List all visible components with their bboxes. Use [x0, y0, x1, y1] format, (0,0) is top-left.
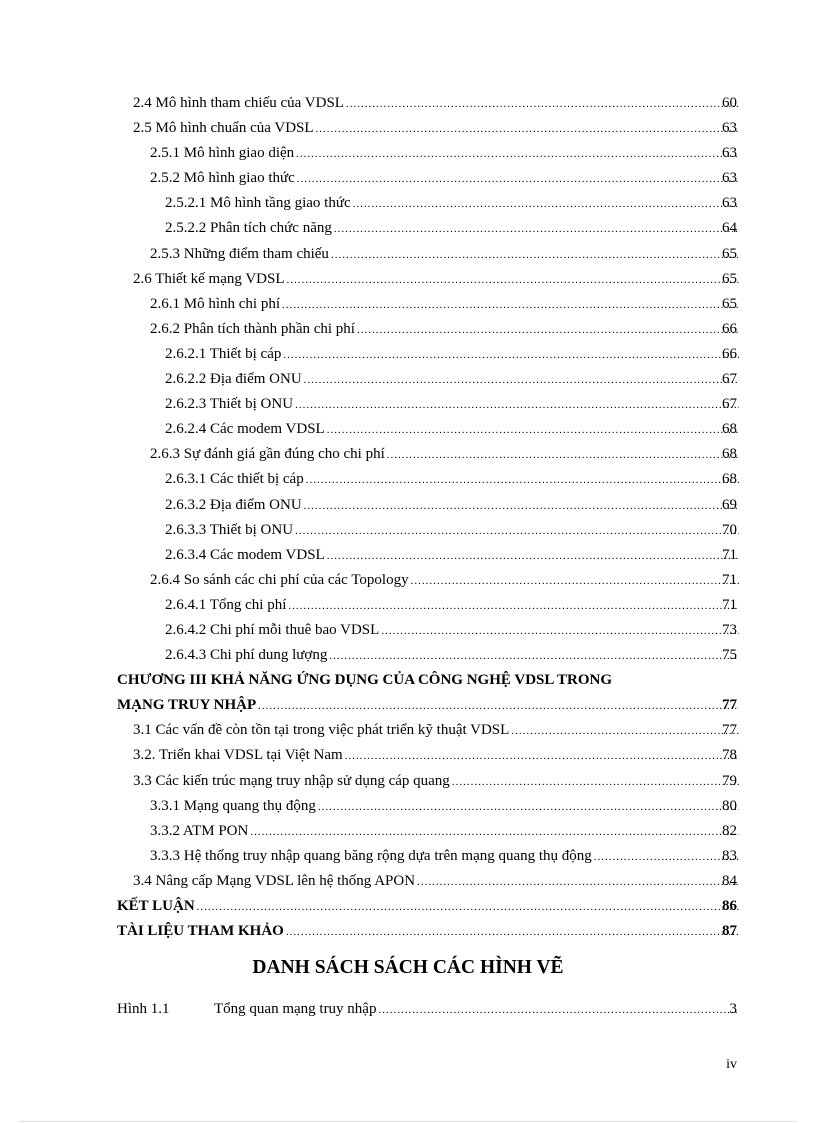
- toc-entry[interactable]: [0, 91, 816, 116]
- toc-entry[interactable]: [0, 242, 816, 267]
- toc-entry-text: 2.4 Mô hình tham chiếu của VDSL: [133, 95, 344, 111]
- toc-entry[interactable]: [0, 869, 816, 894]
- page-bottom-divider: [20, 1121, 796, 1122]
- toc-page-number: 65: [722, 270, 737, 287]
- dot-leader: [283, 343, 739, 368]
- toc-entry[interactable]: [0, 819, 816, 844]
- toc-entry[interactable]: [0, 392, 816, 417]
- dot-leader: [287, 268, 739, 293]
- dot-leader: [282, 293, 739, 318]
- dot-leader: [327, 544, 739, 569]
- toc-page-number: 65: [722, 295, 737, 312]
- toc-entry-text: 2.6.3.2 Địa điểm ONU: [165, 496, 302, 513]
- toc-entry[interactable]: [0, 166, 816, 191]
- toc-page-number: 82: [722, 822, 737, 839]
- dot-leader: [306, 468, 739, 493]
- toc-entry[interactable]: [0, 769, 816, 794]
- toc-entry-text: 2.6.2.4 Các modem VDSL: [165, 421, 325, 438]
- toc-entry[interactable]: [0, 493, 816, 518]
- toc-entry-text: 2.6.3.4 Các modem VDSL: [165, 546, 325, 563]
- dot-leader: [381, 619, 739, 644]
- toc-page-number: 66: [722, 345, 737, 362]
- toc-page-number: 75: [722, 647, 737, 664]
- toc-entry[interactable]: [0, 894, 816, 919]
- toc-entry[interactable]: [0, 342, 816, 367]
- toc-entry[interactable]: [0, 743, 816, 768]
- toc-entry-text: 2.6.2 Phân tích thành phần chi phí: [150, 320, 355, 337]
- dot-leader: [329, 644, 739, 669]
- dot-leader: [353, 192, 739, 217]
- toc-entry[interactable]: [0, 618, 816, 643]
- toc-entry-text: 2.6.3 Sự đánh giá gần đúng cho chi phí: [150, 446, 385, 463]
- toc-entry[interactable]: [0, 467, 816, 492]
- toc-page-number: 69: [722, 496, 737, 513]
- figure-entry[interactable]: [0, 997, 816, 1022]
- dot-leader: [316, 117, 739, 142]
- toc-page-number: 86: [722, 898, 737, 914]
- toc-entry[interactable]: [0, 267, 816, 292]
- toc-section-chapter2: [0, 91, 816, 668]
- table-of-contents: [0, 91, 816, 944]
- toc-entry-text: 2.5.1 Mô hình giao diện: [150, 145, 295, 162]
- toc-entry[interactable]: [0, 116, 816, 141]
- dot-leader: [346, 92, 739, 117]
- dot-leader: [297, 167, 739, 192]
- toc-page-number: 77: [722, 722, 737, 739]
- toc-entry-text: 2.5 Mô hình chuẩn của VDSL: [133, 120, 314, 137]
- dot-leader: [511, 719, 739, 744]
- toc-entry[interactable]: [0, 643, 816, 668]
- toc-page-number: 79: [722, 772, 737, 789]
- dot-leader: [295, 519, 739, 544]
- toc-entry-text: 2.6.3.1 Các thiết bị cáp: [165, 471, 304, 488]
- dot-leader: [594, 845, 739, 870]
- toc-entry-text: TÀI LIỆU THAM KHẢO: [117, 923, 284, 940]
- toc-section-chapter3: [0, 718, 816, 944]
- toc-entry-text: 3.3.1 Mạng quang thụ động: [150, 797, 316, 814]
- toc-entry-text: 3.3 Các kiến trúc mạng truy nhập sử dụng cáp quang: [133, 772, 450, 789]
- toc-entry-text: 2.6.2.3 Thiết bị ONU: [165, 396, 294, 413]
- toc-entry-text: 2.5.2.2 Phân tích chức năng: [165, 220, 332, 237]
- figure-title: Tổng quan mạng truy nhập: [214, 1001, 377, 1017]
- toc-entry-text: 2.5.2 Mô hình giao thức: [150, 170, 295, 187]
- toc-page-number: 66: [722, 320, 737, 337]
- toc-entry[interactable]: [0, 141, 816, 166]
- dot-leader: [452, 770, 739, 795]
- toc-entry[interactable]: [0, 518, 816, 543]
- dot-leader: [318, 795, 739, 820]
- toc-entry[interactable]: [0, 543, 816, 568]
- toc-page-number: 87: [722, 923, 737, 940]
- toc-page-number: 63: [722, 120, 737, 137]
- toc-page-number: 71: [722, 546, 737, 563]
- chapter3-title-line1[interactable]: [0, 668, 816, 693]
- toc-entry[interactable]: [0, 568, 816, 593]
- dot-leader: [304, 494, 739, 519]
- chapter3-title-line2[interactable]: [0, 693, 816, 718]
- dot-leader: [197, 895, 739, 920]
- toc-entry-text: 2.6.2.2 Địa điểm ONU: [165, 371, 302, 388]
- toc-page-number: 71: [722, 596, 737, 613]
- toc-entry-text: 2.6.3.3 Thiết bị ONU: [165, 521, 294, 538]
- toc-page-number: 67: [722, 371, 737, 388]
- dot-leader: [286, 920, 739, 945]
- dot-leader: [250, 820, 739, 845]
- toc-entry-text: 2.6.4.3 Chi phí dung lượng: [165, 647, 328, 664]
- toc-entry[interactable]: [0, 292, 816, 317]
- dot-leader: [296, 142, 739, 167]
- toc-page-number: 84: [722, 872, 737, 889]
- toc-entry[interactable]: [0, 844, 816, 869]
- figures-list-heading: DANH SÁCH SÁCH CÁC HÌNH VẼ: [252, 957, 564, 978]
- toc-page-number: 64: [722, 220, 737, 237]
- toc-page-number: 63: [722, 145, 737, 162]
- toc-entry[interactable]: [0, 718, 816, 743]
- toc-page-number: 67: [722, 396, 737, 413]
- toc-entry[interactable]: [0, 593, 816, 618]
- toc-entry[interactable]: [0, 417, 816, 442]
- toc-entry[interactable]: [0, 191, 816, 216]
- toc-entry-text: MẠNG TRUY NHẬP: [117, 697, 257, 714]
- toc-page-number: 68: [722, 421, 737, 438]
- toc-page-number: 73: [722, 621, 737, 638]
- toc-entry-text: 3.3.3 Hệ thống truy nhập quang băng rộng dựa trên mạng quang thụ động: [150, 847, 592, 864]
- toc-page-number: 68: [722, 446, 737, 463]
- page-number: iv: [726, 1057, 737, 1072]
- dot-leader: [357, 318, 739, 343]
- toc-entry-text: 3.3.2 ATM PON: [150, 822, 249, 839]
- toc-entry-text: 3.2. Triển khai VDSL tại Việt Nam: [133, 747, 343, 764]
- dot-leader: [327, 418, 739, 443]
- dot-leader: [334, 217, 739, 242]
- dot-leader: [378, 998, 739, 1023]
- toc-entry-text: 2.6.4 So sánh các chi phí của các Topology: [150, 571, 409, 588]
- toc-page-number: 63: [722, 195, 737, 212]
- toc-entry-text: 2.5.3 Những điểm tham chiếu: [150, 245, 329, 262]
- dot-leader: [411, 569, 739, 594]
- figure-page-number: 3: [729, 1001, 737, 1017]
- toc-page-number: 78: [722, 747, 737, 764]
- toc-entry-text: 2.6.2.1 Thiết bị cáp: [165, 345, 282, 362]
- toc-page-number: 68: [722, 471, 737, 488]
- toc-entry-text: 2.5.2.1 Mô hình tầng giao thức: [165, 195, 351, 212]
- toc-entry[interactable]: [0, 367, 816, 392]
- dot-leader: [387, 443, 739, 468]
- chapter3-title-text: CHƯƠNG III KHẢ NĂNG ỨNG DỤNG CỦA CÔNG NGHỆ VDSL TRONG: [117, 672, 613, 689]
- dot-leader: [258, 694, 739, 719]
- toc-entry-text: 2.6 Thiết kế mạng VDSL: [133, 270, 285, 287]
- dot-leader: [288, 594, 739, 619]
- toc-page-number: 65: [722, 245, 737, 262]
- toc-entry-text: 2.6.4.2 Chi phí mỗi thuê bao VDSL: [165, 621, 380, 638]
- toc-page-number: 77: [722, 697, 737, 714]
- toc-entry-text: KẾT LUẬN: [117, 898, 195, 914]
- toc-entry[interactable]: [0, 317, 816, 342]
- dot-leader: [417, 870, 739, 895]
- toc-page-number: 63: [722, 170, 737, 187]
- toc-entry[interactable]: [0, 442, 816, 467]
- dot-leader: [345, 744, 739, 769]
- toc-page-number: 80: [722, 797, 737, 814]
- dot-leader: [304, 368, 739, 393]
- toc-page-number: 71: [722, 571, 737, 588]
- toc-entry[interactable]: [0, 794, 816, 819]
- dot-leader: [295, 393, 739, 418]
- toc-entry-text: 2.6.4.1 Tổng chi phí: [165, 596, 287, 613]
- dot-leader: [331, 243, 739, 268]
- toc-page-number: 60: [722, 95, 737, 111]
- toc-entry[interactable]: [0, 919, 816, 944]
- toc-page-number: 83: [722, 847, 737, 864]
- toc-entry-text: 3.1 Các vấn đề còn tồn tại trong việc phát triển kỹ thuật VDSL: [133, 722, 510, 739]
- toc-entry-text: 2.6.1 Mô hình chi phí: [150, 295, 280, 312]
- figure-label: Hình 1.1: [117, 1001, 170, 1017]
- toc-page-number: 70: [722, 521, 737, 538]
- toc-entry-text: 3.4 Nâng cấp Mạng VDSL lên hệ thống APON: [133, 872, 416, 889]
- toc-entry[interactable]: [0, 216, 816, 241]
